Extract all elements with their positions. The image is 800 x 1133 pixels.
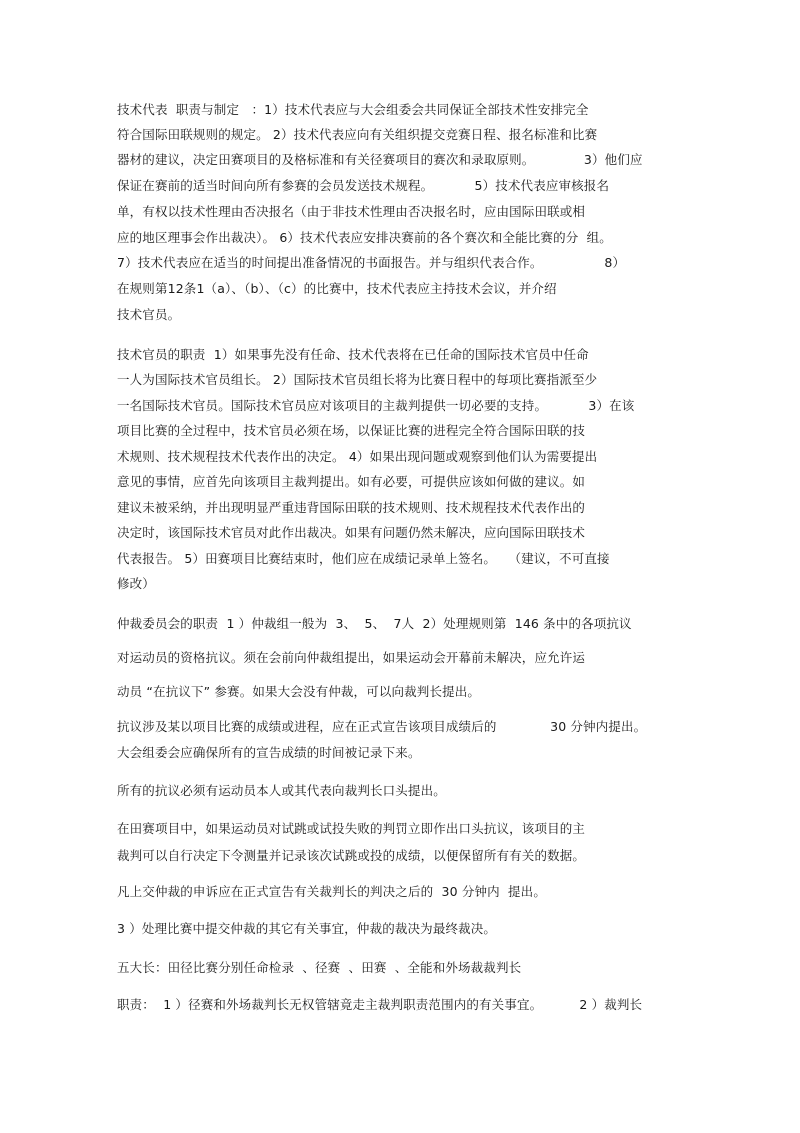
text-line-14: 术规则、技术规程技术代表作出的决定。 4）如果出现问题或观察到他们认为需要提出 bbox=[117, 449, 598, 464]
text-line-18: 代表报告。 5）田赛项目比赛结束时，他们应在成绩记录单上签名。 （建议，不可直接 bbox=[117, 551, 610, 566]
text-line-22: 动员 “在抗议下” 参赛。如果大会没有仲裁，可以向裁判长提出。 bbox=[117, 684, 481, 699]
text-line-30: 五大长：田径比赛分别任命检录 、径赛 、田赛 、全能和外场裁裁判长 bbox=[117, 960, 522, 975]
text-line-26: 在田赛项目中，如果运动员对试跳或试投失败的判罚立即作出口头抗议，该项目的主 bbox=[117, 821, 586, 836]
text-line-4: 保证在赛前的适当时间向所有参赛的会员发送技术规程。 5）技术代表应审核报名 bbox=[117, 178, 610, 193]
text-line-8: 在规则第12条1（a）、（b）、（c）的比赛中，技术代表应主持技术会议，并介绍 bbox=[117, 281, 557, 296]
text-line-20: 仲裁委员会的职责 1 ）仲裁组一般为 3、 5、 7人 2）处理规则第 146 条中的各项抗议 bbox=[117, 616, 632, 631]
text-line-7: 7）技术代表应在适当的时间提出准备情况的书面报告。并与组织代表合作。 8） bbox=[117, 255, 626, 270]
text-line-6: 应的地区理事会作出裁决）。 6）技术代表应安排决赛前的各个赛次和全能比赛的分 组。 bbox=[117, 230, 612, 245]
text-line-31: 职责： 1 ）径赛和外场裁判长无权管辖竟走主裁判职责范围内的有关事宜。 2 ）裁判长 bbox=[117, 997, 643, 1012]
text-line-25: 所有的抗议必须有运动员本人或其代表向裁判长口头提出。 bbox=[117, 783, 446, 798]
text-line-11: 一人为国际技术官员组长。 2）国际技术官员组长将为比赛日程中的每项比赛指派至少 bbox=[117, 372, 598, 387]
text-line-21: 对运动员的资格抗议。须在会前向仲裁组提出，如果运动会开幕前未解决，应允许运 bbox=[117, 650, 586, 665]
text-line-24: 大会组委会应确保所有的宣告成绩的时间被记录下来。 bbox=[117, 745, 421, 760]
text-line-15: 意见的事情，应首先向该项目主裁判提出。如有必要，可提供应该如何做的建议。如 bbox=[117, 474, 586, 489]
text-line-5: 单，有权以技术性理由否决报名（由于非技术性理由否决报名时，应由国际田联或相 bbox=[117, 204, 586, 219]
text-line-10: 技术官员的职责 1）如果事先没有任命、技术代表将在已任命的国际技术官员中任命 bbox=[117, 347, 589, 362]
text-line-13: 项目比赛的全过程中，技术官员必须在场，以保证比赛的进程完全符合国际田联的技 bbox=[117, 423, 586, 438]
text-line-3: 器材的建议，决定田赛项目的及格标准和有关径赛项目的赛次和录取原则。 3）他们应 bbox=[117, 152, 643, 167]
text-line-1: 技术代表 职责与制定 ：1）技术代表应与大会组委会共同保证全部技术性安排完全 bbox=[117, 102, 589, 117]
text-line-19: 修改） bbox=[117, 576, 155, 591]
text-line-28: 凡上交仲裁的申诉应在正式宣告有关裁判长的判决之后的 30 分钟内 提出。 bbox=[117, 884, 546, 899]
text-line-16: 建议未被采纳，并出现明显严重违背国际田联的技术规则、技术规程技术代表作出的 bbox=[117, 500, 586, 515]
text-line-9: 技术官员。 bbox=[117, 307, 181, 322]
text-line-27: 裁判可以自行决定下令测量并记录该次试跳或投的成绩，以便保留所有有关的数据。 bbox=[117, 848, 586, 863]
text-line-12: 一名国际技术官员。国际技术官员应对该项目的主裁判提供一切必要的支持。 3）在该 bbox=[117, 398, 635, 413]
text-line-23: 抗议涉及某以项目比赛的成绩或进程，应在正式宣告该项目成绩后的 30 分钟内提出。 bbox=[117, 719, 647, 734]
text-line-29: 3 ）处理比赛中提交仲裁的其它有关事宜，仲裁的裁决为最终裁决。 bbox=[117, 921, 497, 936]
text-line-2: 符合国际田联规则的规定。 2）技术代表应向有关组织提交竞赛日程、报名标准和比赛 bbox=[117, 127, 598, 142]
text-line-17: 决定时，该国际技术官员对此作出裁决。如果有问题仍然未解决，应向国际田联技术 bbox=[117, 525, 586, 540]
